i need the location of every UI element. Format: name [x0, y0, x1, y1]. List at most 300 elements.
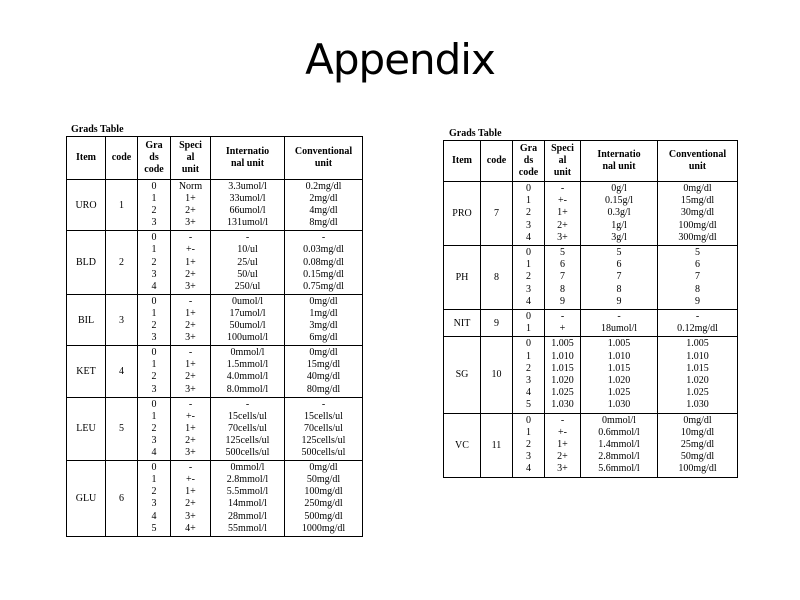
special-value: - [560, 311, 565, 322]
item-cell: PH [444, 246, 481, 310]
international-unit-header: Internatio nal unit [211, 137, 285, 180]
code-cell: 7 [481, 182, 513, 246]
conv-value: 9 [695, 295, 700, 307]
grads-code-header: Gra ds code [513, 141, 545, 182]
conv-value: 7 [695, 271, 700, 283]
grads-value: 5 [526, 399, 531, 411]
special-cell [545, 413, 581, 477]
special-value: - [188, 232, 193, 244]
special-value: 2+ [557, 219, 568, 231]
item-cell: URO [67, 180, 106, 231]
item-cell: LEU [67, 397, 106, 461]
conv-value: 1.005 [686, 338, 709, 350]
intl-value: 8.0mmol/l [226, 383, 269, 395]
intl-value: 4.0mmol/l [226, 371, 269, 383]
grads-value: 3 [526, 219, 531, 231]
table-row [444, 337, 738, 413]
special-value: 1+ [185, 193, 196, 205]
conv-cell [285, 397, 363, 461]
conv-value: 15cells/ul [304, 410, 343, 422]
conv-value: 50mg/dl [306, 474, 341, 486]
conv-value: 1.015 [686, 362, 709, 374]
special-value: 1.020 [551, 375, 574, 386]
conv-value: 0mg/dl [683, 414, 712, 426]
special-cell [171, 346, 211, 397]
conv-value: 250mg/dl [304, 498, 343, 510]
table-header-row [444, 141, 738, 182]
special-cell [171, 461, 211, 537]
conv-value: 3mg/dl [309, 320, 338, 332]
conv-cell [658, 413, 738, 477]
item-cell: PRO [444, 182, 481, 246]
special-value: - [188, 398, 193, 410]
grads-cell [513, 310, 545, 337]
left-table-caption: Grads Table [71, 124, 124, 135]
conv-cell [658, 337, 738, 413]
conv-value: 1.025 [686, 387, 709, 399]
special-cell [545, 246, 581, 310]
conv-value: 1.030 [686, 399, 709, 411]
special-value: 9 [560, 295, 565, 307]
conv-value: 0.15mg/dl [303, 268, 344, 280]
item-cell: GLU [67, 461, 106, 537]
grads-value: 4 [526, 463, 531, 475]
intl-value: 1.015 [607, 362, 631, 374]
conv-value: 0.2mg/dl [305, 181, 342, 192]
table-row [444, 310, 738, 337]
special-value: 1+ [185, 486, 196, 498]
item-cell: NIT [444, 310, 481, 337]
intl-value: 1.010 [607, 350, 631, 362]
special-value: 6 [560, 259, 565, 271]
grads-value: 1 [151, 193, 157, 205]
conv-value: 1.010 [686, 350, 709, 362]
conv-value: 8 [695, 283, 700, 295]
conv-value: 50mg/dl [680, 451, 715, 463]
page-title: Appendix [305, 35, 495, 84]
intl-value: 2.8mmol/l [598, 451, 640, 463]
intl-value: 1g/l [611, 219, 627, 231]
code-cell: 10 [481, 337, 513, 413]
special-value: 3+ [185, 332, 196, 344]
special-value: 1+ [185, 307, 196, 319]
conv-cell [658, 246, 738, 310]
item-header: Item [67, 137, 106, 180]
intl-value: - [245, 232, 250, 244]
conv-value: 6mg/dl [309, 332, 338, 344]
intl-cell [211, 461, 285, 537]
conv-cell [285, 180, 363, 231]
special-cell [171, 180, 211, 231]
intl-value: 10/ul [237, 244, 258, 256]
item-header: Item [444, 141, 481, 182]
intl-cell [211, 231, 285, 295]
grads-value: 5 [151, 522, 157, 534]
code-cell: 8 [481, 246, 513, 310]
intl-value: 3g/l [611, 231, 627, 243]
special-cell [171, 397, 211, 461]
special-unit-header: Speci al unit [171, 137, 211, 180]
special-value: 3+ [185, 510, 196, 522]
special-value: 3+ [185, 280, 196, 292]
intl-value: 18umol/l [600, 323, 638, 335]
intl-value: 1.020 [607, 375, 631, 386]
special-value: 2+ [185, 320, 196, 332]
item-cell: BIL [67, 294, 106, 345]
special-value: 3+ [557, 231, 568, 243]
grads-value: 3 [151, 498, 157, 510]
grads-value: 4 [151, 510, 157, 522]
table-header-row [67, 137, 363, 180]
intl-value: 0.6mmol/l [598, 426, 640, 438]
grads-cell [138, 231, 171, 295]
special-value: - [188, 462, 193, 474]
left-grads-table [66, 136, 363, 537]
conv-value: 0mg/dl [309, 462, 338, 474]
grads-value: 4 [151, 280, 157, 292]
intl-value: 500cells/ul [225, 447, 270, 459]
grads-value: 2 [151, 422, 157, 434]
grads-value: 0 [151, 462, 157, 474]
grads-value: 3 [151, 268, 157, 280]
special-value: 1+ [557, 207, 568, 219]
international-unit-header: Internatio nal unit [581, 141, 658, 182]
intl-value: 131umol/l [226, 217, 269, 229]
grads-value: 0 [526, 338, 531, 350]
conv-value: 15mg/dl [680, 195, 715, 207]
grads-cell [138, 294, 171, 345]
grads-value: 3 [151, 332, 157, 344]
grads-cell [513, 413, 545, 477]
special-value: 3+ [557, 463, 568, 475]
grads-value: 2 [151, 371, 157, 383]
special-value: 2+ [185, 268, 196, 280]
grads-cell [138, 346, 171, 397]
grads-value: 0 [526, 183, 531, 194]
table-row [67, 346, 363, 397]
special-value: 1.005 [551, 338, 574, 350]
code-cell: 5 [106, 397, 138, 461]
grads-value: 3 [151, 217, 157, 229]
code-cell: 1 [106, 180, 138, 231]
conv-value: 500mg/dl [304, 510, 343, 522]
conv-value: 0.12mg/dl [677, 323, 718, 335]
conv-value: 0.75mg/dl [303, 280, 344, 292]
intl-value: 0mmol/l [230, 462, 265, 474]
conv-value: 1.020 [686, 375, 709, 386]
conv-value: 500cells/ul [301, 447, 346, 459]
special-value: 5 [560, 247, 565, 258]
intl-value: 0umol/l [231, 295, 264, 307]
special-value: 4+ [185, 522, 196, 534]
conv-value: 0.03mg/dl [303, 244, 344, 256]
special-value: 1.025 [551, 387, 574, 399]
conv-value: - [695, 311, 700, 322]
intl-value: 50umol/l [229, 320, 266, 332]
intl-value: 15cells/ul [228, 410, 267, 422]
grads-value: 4 [526, 231, 531, 243]
grads-value: 3 [526, 375, 531, 386]
special-cell [545, 310, 581, 337]
grads-value: 1 [526, 426, 531, 438]
intl-value: 1.030 [607, 399, 631, 411]
special-value: 1.010 [551, 350, 574, 362]
conv-value: 5 [695, 247, 700, 258]
grads-cell [138, 461, 171, 537]
grads-value: 1 [151, 410, 157, 422]
intl-cell [581, 246, 658, 310]
item-cell: VC [444, 413, 481, 477]
intl-value: 1.4mmol/l [598, 438, 640, 450]
conv-value: 30mg/dl [680, 207, 715, 219]
intl-value: 70cells/ul [228, 422, 267, 434]
code-cell: 11 [481, 413, 513, 477]
item-cell: BLD [67, 231, 106, 295]
table-row [67, 461, 363, 537]
grads-code-header: Gra ds code [138, 137, 171, 180]
special-value: 2+ [185, 371, 196, 383]
special-value: 7 [560, 271, 565, 283]
intl-value: 9 [616, 295, 622, 307]
grads-value: 0 [151, 347, 157, 359]
special-value: +- [186, 474, 195, 486]
table-row [444, 182, 738, 246]
conv-value: 70cells/ul [304, 422, 343, 434]
grads-value: 1 [526, 323, 531, 335]
intl-value: - [245, 398, 250, 410]
right-table-caption: Grads Table [449, 128, 502, 139]
conv-value: 0.08mg/dl [303, 256, 344, 268]
grads-value: 0 [526, 311, 531, 322]
grads-value: 1 [151, 359, 157, 371]
grads-value: 3 [151, 383, 157, 395]
grads-value: 0 [151, 232, 157, 244]
special-value: 1+ [557, 438, 568, 450]
intl-cell [211, 346, 285, 397]
grads-value: 4 [526, 387, 531, 399]
conv-value: 8mg/dl [309, 217, 338, 229]
grads-value: 1 [526, 350, 531, 362]
conv-value: 100mg/dl [678, 463, 717, 475]
intl-cell [581, 337, 658, 413]
grads-value: 0 [151, 181, 157, 192]
special-value: 3+ [185, 447, 196, 459]
table-row [67, 180, 363, 231]
intl-value: 1.005 [607, 338, 631, 350]
intl-value: 33umol/l [229, 193, 266, 205]
table-row [67, 397, 363, 461]
intl-value: 1.025 [607, 387, 631, 399]
conv-value: 4mg/dl [309, 205, 338, 217]
intl-cell [211, 180, 285, 231]
code-header: code [481, 141, 513, 182]
item-cell: SG [444, 337, 481, 413]
grads-value: 3 [151, 434, 157, 446]
grads-value: 1 [526, 195, 531, 207]
table-row [444, 246, 738, 310]
grads-value: 2 [526, 207, 531, 219]
grads-value: 0 [526, 414, 531, 426]
item-cell: KET [67, 346, 106, 397]
conv-cell [285, 346, 363, 397]
intl-cell [211, 294, 285, 345]
conv-value: 15mg/dl [306, 359, 341, 371]
intl-value: 0mmol/l [230, 347, 265, 359]
conv-cell [285, 294, 363, 345]
grads-value: 2 [151, 486, 157, 498]
conv-value: 1000mg/dl [301, 522, 346, 534]
intl-value: 7 [616, 271, 622, 283]
intl-value: 0mmol/l [602, 414, 636, 426]
grads-cell [138, 397, 171, 461]
intl-value: 25/ul [237, 256, 258, 268]
grads-value: 1 [151, 474, 157, 486]
special-value: 8 [560, 283, 565, 295]
special-value: 2+ [185, 498, 196, 510]
table-row [444, 413, 738, 477]
special-value: +- [186, 244, 195, 256]
conventional-unit-header: Conventional unit [658, 141, 738, 182]
code-cell: 4 [106, 346, 138, 397]
conv-value: - [321, 232, 326, 244]
intl-value: 14mmol/l [228, 498, 267, 510]
grads-value: 3 [526, 283, 531, 295]
special-value: 3+ [185, 217, 196, 229]
special-cell [545, 337, 581, 413]
intl-value: 66umol/l [229, 205, 266, 217]
conv-cell [285, 231, 363, 295]
grads-value: 2 [151, 205, 157, 217]
intl-value: 55mmol/l [228, 522, 267, 534]
special-value: - [560, 183, 565, 194]
intl-value: 1.5mmol/l [226, 359, 269, 371]
code-cell: 9 [481, 310, 513, 337]
right-grads-table [443, 140, 738, 478]
intl-value: 0.15g/l [604, 195, 634, 207]
intl-cell [581, 413, 658, 477]
special-value: 1+ [185, 422, 196, 434]
grads-cell [138, 180, 171, 231]
special-value: +- [558, 195, 567, 207]
table-row [67, 231, 363, 295]
special-value: 1.030 [551, 399, 574, 411]
intl-value: 250/ul [234, 280, 261, 292]
conv-value: 100mg/dl [304, 486, 343, 498]
grads-value: 2 [151, 256, 157, 268]
code-header: code [106, 137, 138, 180]
grads-value: 1 [526, 259, 531, 271]
intl-value: 6 [616, 259, 622, 271]
intl-value: 2.8mmol/l [226, 474, 269, 486]
grads-value: 4 [151, 447, 157, 459]
special-value: + [559, 323, 566, 335]
intl-value: 0g/l [611, 183, 627, 194]
special-cell [545, 182, 581, 246]
code-cell: 2 [106, 231, 138, 295]
special-value: 1.015 [551, 362, 574, 374]
conv-value: 6 [695, 259, 700, 271]
intl-cell [581, 182, 658, 246]
conv-cell [658, 310, 738, 337]
grads-value: 2 [526, 271, 531, 283]
grads-value: 0 [526, 247, 531, 258]
grads-cell [513, 337, 545, 413]
intl-value: 100umol/l [226, 332, 269, 344]
special-value: 1+ [185, 256, 196, 268]
conv-value: 300mg/dl [678, 231, 717, 243]
intl-cell [211, 397, 285, 461]
intl-cell [581, 310, 658, 337]
special-value: 3+ [185, 383, 196, 395]
conv-value: - [321, 398, 326, 410]
conv-value: 10mg/dl [680, 426, 715, 438]
conv-value: 0mg/dl [309, 295, 338, 307]
intl-value: 5.5mmol/l [226, 486, 269, 498]
grads-value: 1 [151, 244, 157, 256]
special-value: +- [558, 426, 567, 438]
special-cell [171, 231, 211, 295]
conv-value: 2mg/dl [309, 193, 338, 205]
special-value: 2+ [185, 434, 196, 446]
conv-value: 0mg/dl [309, 347, 338, 359]
conv-value: 25mg/dl [680, 438, 715, 450]
conv-value: 1mg/dl [309, 307, 338, 319]
grads-value: 1 [151, 307, 157, 319]
intl-value: 5.6mmol/l [598, 463, 640, 475]
conv-value: 0mg/dl [683, 183, 712, 194]
conventional-unit-header: Conventional unit [285, 137, 363, 180]
special-value: Norm [178, 181, 203, 192]
conv-value: 125cells/ul [301, 434, 346, 446]
code-cell: 3 [106, 294, 138, 345]
grads-cell [513, 182, 545, 246]
conv-cell [285, 461, 363, 537]
special-value: - [188, 295, 193, 307]
grads-value: 0 [151, 398, 157, 410]
special-value: 1+ [185, 359, 196, 371]
special-value: - [560, 414, 565, 426]
intl-value: 5 [616, 247, 622, 258]
special-value: +- [186, 410, 195, 422]
conv-value: 100mg/dl [678, 219, 717, 231]
special-cell [171, 294, 211, 345]
intl-value: 50/ul [237, 268, 258, 280]
special-unit-header: Speci al unit [545, 141, 581, 182]
grads-value: 2 [526, 438, 531, 450]
special-value: 2+ [185, 205, 196, 217]
intl-value: 28mmol/l [228, 510, 267, 522]
grads-value: 4 [526, 295, 531, 307]
table-row [67, 294, 363, 345]
grads-value: 3 [526, 451, 531, 463]
grads-value: 0 [151, 295, 157, 307]
intl-value: 17umol/l [229, 307, 266, 319]
special-value: - [188, 347, 193, 359]
conv-value: 40mg/dl [306, 371, 341, 383]
intl-value: - [617, 311, 621, 322]
conv-value: 80mg/dl [306, 383, 341, 395]
grads-value: 2 [526, 362, 531, 374]
code-cell: 6 [106, 461, 138, 537]
intl-value: 8 [616, 283, 622, 295]
intl-value: 0.3g/l [607, 207, 631, 219]
grads-value: 2 [151, 320, 157, 332]
intl-value: 125cells/ul [225, 434, 270, 446]
conv-cell [658, 182, 738, 246]
grads-cell [513, 246, 545, 310]
special-value: 2+ [557, 451, 568, 463]
intl-value: 3.3umol/l [228, 181, 267, 192]
